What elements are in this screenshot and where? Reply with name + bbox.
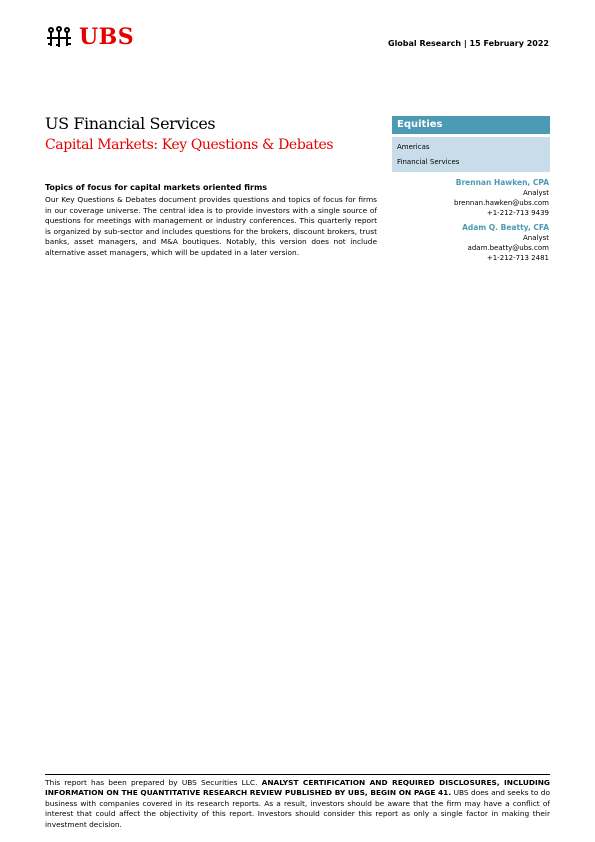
section-heading: Topics of focus for capital markets oriented firms (45, 183, 268, 192)
publication-header (388, 39, 549, 48)
analyst-phone: +1-212-713 2481 (486, 254, 549, 262)
sector-item-industry: Financial Services (397, 158, 460, 166)
report-subtitle: Capital Markets: Key Questions & Debates (45, 137, 334, 153)
analyst-phone: +1-212-713 9439 (486, 209, 549, 217)
analyst-role: Analyst (523, 234, 549, 242)
header-separator: | (463, 39, 470, 48)
publication-name: Global Research (388, 39, 462, 48)
analyst-name: Adam Q. Beatty, CFA (462, 223, 549, 232)
analyst-list (454, 178, 549, 268)
footer-divider (45, 774, 550, 775)
analyst-role: Analyst (523, 189, 549, 197)
ubs-logo (45, 24, 134, 50)
footer-intro: This report has been prepared by UBS Securities LLC. (45, 778, 258, 787)
analyst-email[interactable]: adam.beatty@ubs.com (467, 244, 549, 252)
analyst-email[interactable]: brennan.hawken@ubs.com (454, 199, 549, 207)
publication-date: 15 February 2022 (469, 39, 549, 48)
footer-certification: ANALYST CERTIFICATION AND REQUIRED DISCLOSURES, INCLUDING INFORMATION ON THE QUANTITATIVE RESEARCH REVIEW PUBLISHED BY UBS, BEGIN ON PAGE 41. (45, 778, 550, 798)
sector-list (392, 137, 550, 172)
analyst-card (454, 223, 549, 263)
report-title: US Financial Services (45, 114, 216, 133)
analyst-card (454, 178, 549, 218)
sector-item-region: Americas (397, 143, 430, 151)
section-body: Our Key Questions & Debates document provides questions and topics of focus for firms in our coverage universe. The central idea is to provide investors with a single source of questions for meetings with management or industry conferences. This quarterly report is organized by sub-sector and includes questions for the brokers, discount brokers, trust banks, asset managers, and M&A boutiques. Notably, this version does not include alternative asset managers, which will be updated in a later version. (45, 195, 377, 257)
sector-heading: Equities (392, 116, 550, 134)
footer-disclaimer: UBS does and seeks to do business with companies covered in its research reports. As a result, investors should be aware that the firm may have a conflict of interest that could affect the objectivity of this report. Investors should consider this report as only a single factor in making their investment decision. (45, 788, 550, 829)
analyst-name: Brennan Hawken, CPA (455, 178, 549, 187)
ubs-keys-icon (45, 25, 73, 49)
sector-sidebar (392, 116, 550, 172)
brand-name: UBS (79, 24, 135, 50)
disclosure-footer (45, 778, 550, 830)
